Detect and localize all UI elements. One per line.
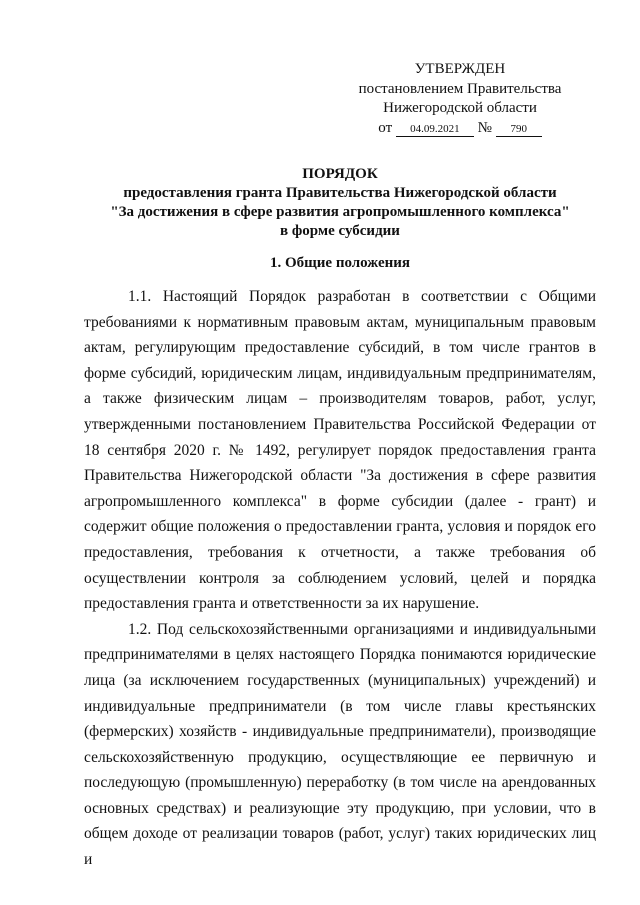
title-line-1: предоставления гранта Правительства Нижегородской области <box>123 185 557 201</box>
from-label: от <box>378 119 393 136</box>
approval-line-2: Нижегородской области <box>383 100 537 116</box>
approval-stamp <box>345 60 575 138</box>
approval-number: 790 <box>496 122 542 137</box>
approval-line-1: постановлением Правительства <box>358 80 562 97</box>
title-main: ПОРЯДОК <box>302 166 378 182</box>
number-sign: № <box>477 119 492 136</box>
approval-date: 04.09.2021 <box>396 122 474 137</box>
document-title <box>60 165 620 241</box>
approval-date-line <box>345 119 575 139</box>
document-body <box>84 284 596 873</box>
paragraph-1-2: 1.2. Под сельскохозяйственными организациями и индивидуальными предпринимателями в целях настоящего Порядка понимаются юридические лица (за исключением государственных (муниципальных) учреждений) и индивидуальные предприниматели (в том числе главы крестьянских (фермерских) хозяйств - индивидуальные предприниматели), производящие сельскохозяйственную продукцию, осуществляющие ее первичную и последующую (промышленную) переработку (в том числе на арендованных основных средствах) и реализующие эту продукцию, при условии, что в общем доходе от реализации товаров (работ, услуг) таких юридических лиц и <box>84 620 596 869</box>
title-line-2: "За достижения в сфере развития агропромышленного комплекса" <box>110 204 570 220</box>
title-line-3: в форме субсидии <box>280 223 400 239</box>
section-heading: 1. Общие положения <box>269 255 411 271</box>
approval-heading: УТВЕРЖДЕН <box>414 61 506 77</box>
paragraph-1-1: 1.1. Настоящий Порядок разработан в соответствии с Общими требованиями к нормативным правовым актам, муниципальным правовым актам, регулирующим предоставление субсидий, в том числе грантов в форме субсидий, юридическим лицам, индивидуальным предпринимателям, а также физическим лицам – производителям товаров, работ, услуг, утвержденными постановлением Правительства Российской Федерации от 18 сентября 2020 г. № 1492, регулирует порядок предоставления гранта Правительства Нижегородской области "За достижения в сфере развития агропромышленного комплекса" в форме субсидии (далее - грант) и содержит общие положения о предоставлении гранта, условия и порядок его предоставления, требования к отчетности, а также требования об осуществлении контроля за соблюдением условий, целей и порядка предоставления гранта и ответственности за их нарушение. <box>84 288 596 613</box>
